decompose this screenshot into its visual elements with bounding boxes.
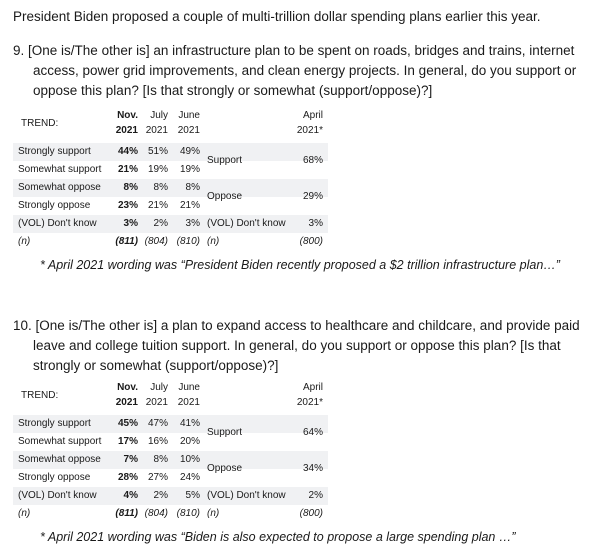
intro-text: President Biden proposed a couple of multi-trillion dollar spending plans earlier this year.	[13, 9, 541, 24]
april-label: Oppose	[207, 463, 243, 474]
col-april-year: 2021*	[296, 397, 323, 408]
question-10	[13, 316, 588, 376]
col-nov-year: 2021	[115, 125, 138, 136]
question-number: 9.	[13, 43, 25, 58]
row-label: (VOL) Don't know	[18, 218, 97, 229]
question-text: [One is/The other is] an infrastructure plan to be spent on roads, bridges and trains, internet access, power grid improvements, and clean energy projects. In general, do you support or oppose this plan? [Is that strongly or somewhat (support/oppose)?]	[28, 43, 577, 98]
trend-label: TREND:	[21, 390, 59, 401]
value-june: 19%	[179, 164, 200, 175]
row-label: Somewhat support	[18, 436, 102, 447]
value-nov: 21%	[117, 164, 138, 175]
value-june: 49%	[179, 146, 200, 157]
col-nov-header: Nov.	[117, 382, 138, 393]
april-value: 64%	[302, 427, 323, 438]
col-nov-header: Nov.	[117, 110, 138, 121]
value-june: 8%	[185, 182, 200, 193]
april-value: (800)	[299, 236, 323, 247]
value-july: 19%	[147, 164, 168, 175]
value-july: 51%	[147, 146, 168, 157]
row-label: Strongly oppose	[18, 200, 91, 211]
april-label: (n)	[207, 508, 220, 519]
col-april-year: 2021*	[296, 125, 323, 136]
april-label: (VOL) Don't know	[207, 218, 286, 229]
question-number: 10.	[13, 318, 32, 333]
value-nov: 17%	[117, 436, 138, 447]
april-label: Support	[207, 155, 243, 166]
col-july-header: July	[150, 110, 168, 121]
value-june: 3%	[185, 218, 200, 229]
april-value: 34%	[302, 463, 323, 474]
value-june: 10%	[179, 454, 200, 465]
value-nov: 3%	[123, 218, 138, 229]
table-header	[13, 107, 328, 144]
value-july: 21%	[147, 200, 168, 211]
row-label: Somewhat oppose	[18, 182, 101, 193]
april-value: 29%	[302, 191, 323, 202]
question-9	[13, 41, 588, 101]
value-june: 41%	[179, 418, 200, 429]
april-value: 2%	[308, 490, 323, 501]
value-june: 20%	[179, 436, 200, 447]
row-label: Strongly support	[18, 146, 91, 157]
footnote-9: * April 2021 wording was “President Biden recently proposed a $2 trillion infrastructure plan…”	[40, 258, 560, 272]
value-july: (804)	[144, 508, 168, 519]
row-label: (n)	[18, 236, 31, 247]
value-nov: 8%	[123, 182, 138, 193]
question-text: [One is/The other is] a plan to expand access to healthcare and childcare, and provide paid leave and college tuition support. In general, do you support or oppose this plan? [Is that strongly or somewhat (support/oppose)?]	[33, 318, 580, 373]
row-label: (VOL) Don't know	[18, 490, 97, 501]
value-july: 2%	[153, 490, 168, 501]
row-label: (n)	[18, 508, 31, 519]
footnote-10: * April 2021 wording was “Biden is also expected to propose a large spending plan …”	[40, 530, 516, 544]
april-label: Support	[207, 427, 243, 438]
april-label: (n)	[207, 236, 220, 247]
value-july: 8%	[153, 182, 168, 193]
april-value: 68%	[302, 155, 323, 166]
row-label: Somewhat oppose	[18, 454, 101, 465]
row-label: Somewhat support	[18, 164, 102, 175]
value-june: (810)	[176, 236, 200, 247]
value-nov: 4%	[123, 490, 138, 501]
value-nov: 28%	[117, 472, 138, 483]
april-label: Oppose	[207, 191, 243, 202]
col-nov-year: 2021	[115, 397, 138, 408]
table-header	[13, 379, 328, 416]
trend-table-9	[13, 107, 328, 251]
col-april-header: April	[302, 382, 323, 393]
col-june-header: June	[178, 382, 200, 393]
row-label: Strongly oppose	[18, 472, 91, 483]
col-june-year: 2021	[177, 397, 200, 408]
value-nov: 45%	[117, 418, 138, 429]
value-june: 24%	[179, 472, 200, 483]
value-july: 8%	[153, 454, 168, 465]
value-june: (810)	[176, 508, 200, 519]
april-label: (VOL) Don't know	[207, 490, 286, 501]
col-april-header: April	[302, 110, 323, 121]
value-july: 2%	[153, 218, 168, 229]
value-nov: (811)	[115, 236, 138, 247]
col-june-year: 2021	[177, 125, 200, 136]
col-july-year: 2021	[145, 125, 168, 136]
april-value: (800)	[299, 508, 323, 519]
value-july: 16%	[147, 436, 168, 447]
value-june: 5%	[185, 490, 200, 501]
value-july: 47%	[147, 418, 168, 429]
value-nov: 44%	[117, 146, 138, 157]
col-july-header: July	[150, 382, 168, 393]
value-july: 27%	[147, 472, 168, 483]
row-label: Strongly support	[18, 418, 91, 429]
col-july-year: 2021	[145, 397, 168, 408]
value-june: 21%	[179, 200, 200, 211]
value-july: (804)	[144, 236, 168, 247]
value-nov: 7%	[123, 454, 138, 465]
value-nov: 23%	[117, 200, 138, 211]
col-june-header: June	[178, 110, 200, 121]
trend-label: TREND:	[21, 118, 59, 129]
value-nov: (811)	[115, 508, 138, 519]
trend-table-10	[13, 379, 328, 523]
april-value: 3%	[308, 218, 323, 229]
